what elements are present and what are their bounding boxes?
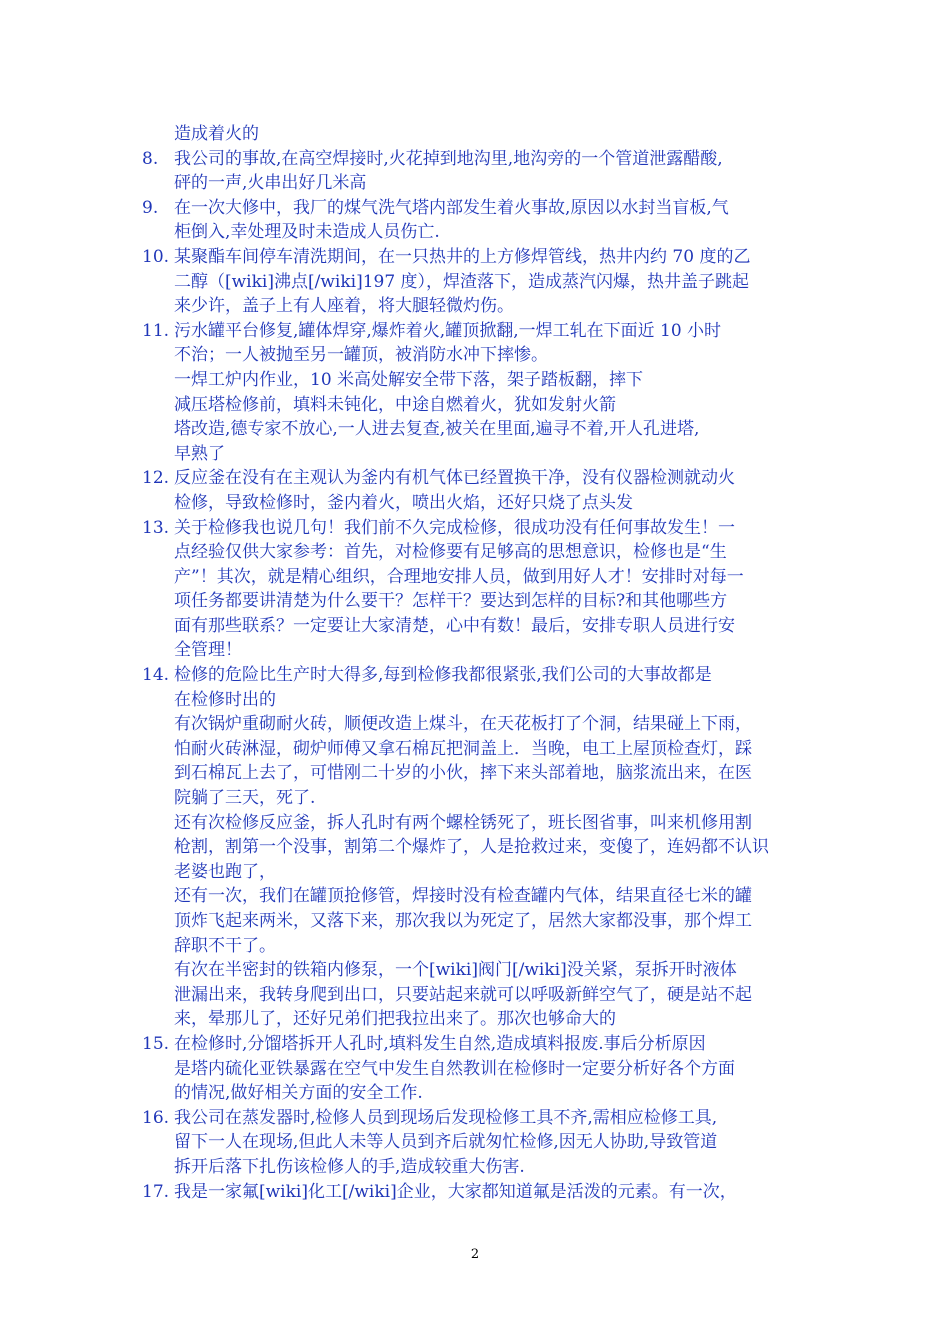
- paragraph: [174, 122, 810, 147]
- text-line: 老婆也跑了，: [174, 861, 276, 882]
- text-line: 全管理！: [174, 640, 242, 661]
- text-line: 辞职不干了。: [174, 935, 276, 956]
- numbered-item: [142, 147, 810, 196]
- numbered-item: [142, 196, 810, 245]
- text-line: 拆开后落下扎伤该检修人的手,造成较重大伤害.: [174, 1156, 525, 1177]
- item-number: 10.: [142, 246, 170, 267]
- text-line: 有次在半密封的铁箱内修泵，一个[wiki]阀门[/wiki]没关紧，泵拆开时液体: [174, 960, 737, 981]
- item-number: 15.: [142, 1033, 170, 1054]
- text-line: 我公司的事故,在高空焊接时,火花掉到地沟里,地沟旁的一个管道泄露醋酸,: [174, 148, 723, 169]
- text-line: 面有那些联系？一定要让大家清楚，心中有数！最后，安排专职人员进行安: [174, 615, 735, 636]
- item-number: 8.: [142, 148, 159, 169]
- numbered-item: [142, 466, 810, 515]
- text-line: 污水罐平台修复,罐体焊穿,爆炸着火,罐顶掀翻,一焊工轧在下面近 10 小时: [174, 320, 722, 341]
- item-number: 17.: [142, 1181, 170, 1202]
- page-number: 2: [470, 1247, 480, 1262]
- numbered-item: [142, 1106, 810, 1180]
- item-body: [174, 1032, 810, 1106]
- text-line: 检修，导致检修时，釜内着火，喷出火焰，还好只烧了点头发: [174, 492, 633, 513]
- item-number: 14.: [142, 665, 170, 686]
- text-line: 关于检修我也说几句！我们前不久完成检修，很成功没有任何事故发生！一: [174, 517, 735, 538]
- page-content: [142, 122, 810, 1204]
- text-line: 检修的危险比生产时大得多,每到检修我都很紧张,我们公司的大事故都是: [174, 665, 712, 686]
- paragraph: [174, 958, 810, 1032]
- text-line: 柜倒入,幸处理及时未造成人员伤亡.: [174, 222, 440, 243]
- text-line: 产”！其次，就是精心组织，合理地安排人员，做到用好人才！安排时对每一: [174, 566, 744, 587]
- text-line: 在检修时,分馏塔拆开人孔时,填料发生自然,造成填料报废.事后分析原因: [174, 1033, 706, 1054]
- text-line: 二醇（[wiki]沸点[/wiki]197 度），焊渣落下，造成蒸汽闪爆，热井盖子跳起: [174, 271, 750, 292]
- text-line: 是塔内硫化亚铁暴露在空气中发生自然教训在检修时一定要分析好各个方面: [174, 1058, 735, 1079]
- numbered-item: [142, 516, 810, 664]
- paragraph: [174, 368, 810, 393]
- text-line: 减压塔检修前，填料未钝化，中途自燃着火，犹如发射火箭: [174, 394, 616, 415]
- item-body: [174, 663, 810, 712]
- item-body: [174, 319, 810, 368]
- text-line: 顶炸飞起来两米，又落下来，那次我以为死定了，居然大家都没事，那个焊工: [174, 911, 752, 931]
- text-line: 来少许，盖子上有人座着，将大腿轻微灼伤。: [174, 296, 514, 317]
- item-body: [174, 516, 810, 664]
- text-line: 造成着火的: [174, 124, 259, 144]
- text-line: 院躺了三天，死了.: [174, 788, 316, 809]
- text-line: 不治；一人被抛至另一罐顶，被消防水冲下摔惨。: [174, 345, 548, 366]
- text-line: 早熟了: [174, 443, 225, 464]
- text-line: 枪割，割第一个没事，割第二个爆炸了，人是抢救过来，变傻了，连妈都不认识: [174, 837, 769, 858]
- text-line: 某聚酯车间停车清洗期间，在一只热井的上方修焊管线，热井内约 70 度的乙: [174, 246, 751, 267]
- paragraph: [174, 417, 810, 466]
- text-line: 我是一家氟[wiki]化工[/wiki]企业，大家都知道氟是活泼的元素。有一次，: [174, 1181, 737, 1202]
- item-body: [174, 196, 810, 245]
- paragraph: [174, 884, 810, 958]
- item-body: [174, 466, 810, 515]
- item-body: [174, 147, 810, 196]
- item-number: 11.: [142, 320, 170, 341]
- item-body: [174, 245, 810, 319]
- text-line: 砰的一声,火串出好几米高: [174, 173, 367, 194]
- paragraph: [174, 712, 810, 810]
- text-line: 点经验仅供大家参考：首先，对检修要有足够高的思想意识，检修也是“生: [174, 542, 727, 563]
- text-line: 留下一人在现场,但此人未等人员到齐后就匆忙检修,因无人协助,导致管道: [174, 1132, 718, 1153]
- text-line: 泄漏出来，我转身爬到出口，只要站起来就可以呼吸新鲜空气了，硬是站不起: [174, 984, 752, 1005]
- item-body: [174, 1180, 810, 1205]
- numbered-item: [142, 245, 810, 319]
- text-line: 有次锅炉重砌耐火砖，顺便改造上煤斗，在天花板打了个洞，结果碰上下雨，: [174, 714, 752, 735]
- text-line: 到石棉瓦上去了，可惜刚二十岁的小伙，摔下来头部着地，脑浆流出来，在医: [174, 763, 752, 784]
- text-line: 来，晕那儿了，还好兄弟们把我拉出来了。那次也够命大的: [174, 1009, 616, 1030]
- numbered-item: [142, 663, 810, 712]
- item-body: [174, 1106, 810, 1180]
- text-line: 项任务都要讲清楚为什么要干？怎样干？要达到怎样的目标?和其他哪些方: [174, 591, 728, 612]
- text-line: 我公司在蒸发器时,检修人员到现场后发现检修工具不齐,需相应检修工具,: [174, 1107, 718, 1128]
- text-line: 的情况,做好相关方面的安全工作.: [174, 1083, 423, 1104]
- text-line: 怕耐火砖淋湿，砌炉师傅又拿石棉瓦把洞盖上．当晚，电工上屋顶检查灯，踩: [174, 738, 752, 759]
- numbered-item: [142, 1032, 810, 1106]
- text-line: 一焊工炉内作业，10 米高处解安全带下落，架子踏板翻，摔下: [174, 369, 644, 390]
- item-number: 13.: [142, 517, 170, 538]
- text-line: 在检修时出的: [174, 689, 276, 710]
- text-line: 反应釜在没有在主观认为釜内有机气体已经置换干净，没有仪器检测就动火: [174, 468, 735, 489]
- paragraph: [174, 811, 810, 885]
- text-line: 还有次检修反应釜，拆人孔时有两个螺栓锈死了，班长图省事，叫来机修用割: [174, 812, 752, 833]
- item-number: 16.: [142, 1107, 170, 1128]
- numbered-item: [142, 319, 810, 368]
- item-number: 9.: [142, 197, 159, 218]
- numbered-item: [142, 1180, 810, 1205]
- item-number: 12.: [142, 468, 170, 489]
- text-line: 还有一次，我们在罐顶抢修管，焊接时没有检查罐内气体，结果直径七米的罐: [174, 886, 752, 907]
- text-line: 在一次大修中，我厂的煤气洗气塔内部发生着火事故,原因以水封当盲板,气: [174, 197, 729, 218]
- paragraph: [174, 393, 810, 418]
- text-line: 塔改造,德专家不放心,一人进去复查,被关在里面,遍寻不着,开人孔进塔,: [174, 419, 700, 440]
